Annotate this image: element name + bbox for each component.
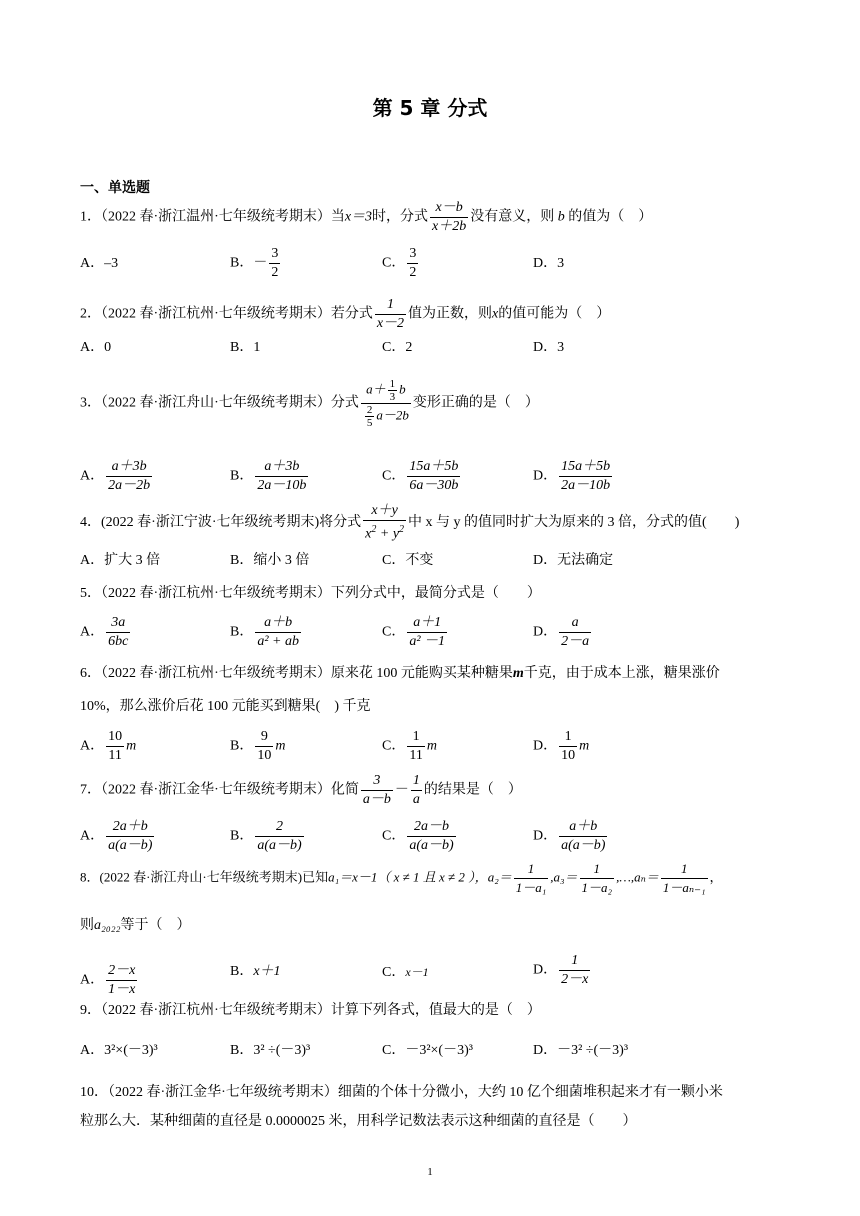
q5-option-c-fraction [407, 614, 447, 651]
question-9: 9．（2022 春·浙江杭州·七年级统考期末）计算下列各式，值最大的是（ ） [80, 1003, 541, 1018]
q6-var: m [512, 666, 524, 681]
q7-option-c-den: a(a－b) [409, 838, 454, 853]
q8-option-d-fraction [559, 952, 590, 989]
question-8 [80, 860, 723, 897]
q5-option-d-fraction [559, 614, 591, 651]
q3-option-d-fraction [559, 458, 612, 495]
q7-minus: － [394, 782, 409, 798]
q3-option-d-num: 15a＋5b [559, 458, 612, 477]
q7-option-d-num: a＋b [559, 818, 607, 837]
q1-option-c-fraction [407, 245, 418, 282]
q8-option-c-text: x－1 [405, 965, 429, 979]
q1-fraction [430, 199, 468, 236]
q5-option-b-num: a＋b [255, 614, 301, 633]
q4-denominator: $x^2 + y^2$ [365, 524, 405, 542]
q3-top-b: b [399, 381, 406, 397]
q1-option-c-den: 2 [409, 265, 417, 280]
q2-fraction [375, 296, 406, 333]
q8-option-a-den: 1－x [108, 982, 136, 997]
q7-f2-den: a [412, 792, 420, 807]
q7-option-a-den: a(a－b) [108, 838, 153, 853]
q5-option-c-den: a² －1 [409, 634, 446, 649]
question-7 [80, 772, 522, 809]
question-6-line-1 [80, 664, 720, 684]
q8-fraction-2 [580, 860, 615, 897]
q5-option-b-fraction [255, 614, 301, 651]
q6-option-d-suffix: m [579, 738, 590, 754]
q8-option-d-num: 1 [559, 952, 590, 971]
q8-line-2-var: a₂₀₂₂ [94, 918, 121, 933]
question-10-line-1: 10．（2022 春·浙江金华·七年级统考期末）细菌的个体十分微小，大约 10 亿个细菌堆积起来才有一颗小米 [80, 1085, 723, 1100]
q7-option-c-num: 2a－b [407, 818, 455, 837]
q6-option-a-den: 11 [108, 748, 122, 763]
q2-option-d[interactable]: D．3 [533, 340, 565, 355]
q8-option-a[interactable] [80, 962, 139, 999]
q7-option-d-den: a(a－b) [561, 838, 606, 853]
question-2 [80, 296, 610, 333]
q3-text-b: 变形正确的是（ ） [412, 395, 539, 411]
q7-f1-den: a－b [362, 792, 391, 807]
q3-bottom-frac-den: 5 [366, 417, 373, 429]
q6-option-b-suffix: m [275, 738, 286, 754]
q6-option-c-num: 1 [407, 728, 424, 747]
q8-option-a-fraction [106, 962, 137, 999]
question-4 [80, 502, 739, 544]
q8-option-b-text: x＋1 [253, 964, 281, 979]
q3-option-c[interactable] [382, 458, 462, 495]
q4-option-d[interactable]: D．无法确定 [533, 553, 614, 568]
q3-option-b[interactable] [230, 458, 310, 495]
q6-option-b[interactable] [230, 728, 285, 765]
q3-top-frac-den: 3 [389, 391, 396, 403]
q7-option-b-den: a(a－b) [257, 838, 302, 853]
q6-option-d-num: 1 [559, 728, 577, 747]
q3-option-a[interactable] [80, 458, 154, 495]
q3-option-a-den: 2a－2b [108, 478, 151, 493]
q1-option-c-num: 3 [407, 245, 418, 264]
q8-f2-num: 1 [580, 860, 615, 879]
q7-option-b[interactable] [230, 818, 306, 855]
q7-option-a-num: 2a＋b [106, 818, 154, 837]
q8-option-c-label: C． [382, 965, 406, 980]
q6-option-c-label: C． [382, 738, 406, 754]
q7-text-a: 7．（2022 春·浙江金华·七年级统考期末）化简 [80, 782, 359, 798]
q2-numerator: 1 [375, 296, 406, 315]
q6-option-d-fraction [559, 728, 577, 765]
q7-option-b-num: 2 [255, 818, 303, 837]
q9-option-c[interactable]: C．－3²×(－3)³ [382, 1043, 473, 1058]
page-title: 第 5 章 分式 [372, 96, 488, 120]
q3-top-a: a＋ [366, 381, 386, 397]
q3-option-c-label: C． [382, 468, 406, 484]
q1-var: b [557, 209, 565, 225]
q7-option-d-label: D． [533, 828, 558, 844]
q2-text-c: 的值可能为（ ） [498, 306, 611, 322]
q4-fraction [363, 502, 406, 544]
q1-text-a: 1．（2022 春·浙江温州·七年级统考期末）当 [80, 209, 345, 225]
q6-option-d-label: D． [533, 738, 558, 754]
q7-option-b-label: B． [230, 828, 254, 844]
q5-option-b-den: a² + ab [257, 634, 299, 649]
q3-option-d-den: 2a－10b [561, 478, 611, 493]
q1-option-b-num: 3 [269, 245, 280, 264]
q6-option-b-num: 9 [255, 728, 273, 747]
q5-option-a[interactable] [80, 614, 132, 651]
q8-line-2b: 等于（ ） [120, 918, 191, 933]
q2-option-b[interactable]: B．1 [230, 340, 261, 355]
q1-option-c[interactable] [382, 245, 420, 282]
q8-a3: ,a₃＝ [550, 869, 578, 885]
q6-option-b-fraction [255, 728, 273, 765]
q8-fraction-1 [514, 860, 549, 897]
q6-line-1b: 千克，由于成本上涨，糖果涨价 [523, 666, 720, 681]
q2-option-a[interactable]: A．0 [80, 340, 112, 355]
q3-top [361, 378, 411, 404]
q4-option-c[interactable]: C．不变 [382, 553, 434, 568]
q4-den-x: x [365, 526, 372, 542]
q2-denominator: x－2 [376, 316, 405, 331]
q5-option-c-label: C． [382, 624, 406, 640]
q8-option-d[interactable] [533, 952, 592, 989]
q6-option-d-den: 10 [561, 748, 576, 763]
q3-bottom [361, 404, 411, 429]
q8-a2: a₂＝ [487, 869, 512, 885]
q3-option-c-num: 15a＋5b [407, 458, 460, 477]
question-6-line-2: 10%，那么涨价后花 100 元能买到糖果( ) 千克 [80, 699, 371, 714]
q8-option-d-den: 2－x [561, 972, 589, 987]
q7-f2-num: 1 [411, 772, 422, 791]
q5-option-a-fraction [106, 614, 130, 651]
q9-option-a[interactable]: A．3²×(－3)³ [80, 1043, 158, 1058]
q8-f2-den: 1－a₂ [581, 880, 613, 895]
q5-option-d-den: 2－a [561, 634, 590, 649]
q4-numerator: x＋y [363, 502, 406, 521]
q3-text-a: 3．（2022 春·浙江舟山·七年级统考期末）分式 [80, 395, 359, 411]
q6-option-c-fraction [407, 728, 424, 765]
q7-option-a-label: A． [80, 828, 105, 844]
q1-option-d[interactable]: D．3 [533, 256, 565, 271]
q1-option-c-label: C． [382, 255, 406, 271]
q8-dots: ,…,aₙ＝ [616, 869, 659, 885]
q6-option-b-den: 10 [257, 748, 272, 763]
q8-fn-den: 1－aₙ₋₁ [662, 880, 706, 895]
q3-option-b-label: B． [230, 468, 254, 484]
question-1 [80, 199, 652, 236]
q9-option-b[interactable]: B．3² ÷(－3)³ [230, 1043, 311, 1058]
q1-denominator: x＋2b [432, 219, 467, 234]
q6-option-a-num: 10 [106, 728, 124, 747]
section-heading: 一、单选题 [80, 180, 150, 196]
q1-text-d: 的值为（ ） [568, 209, 653, 225]
question-10-line-2: 粒那么大．某种细菌的直径是 0.0000025 米，用科学记数法表示这种细菌的直径是（ ） [80, 1114, 637, 1129]
q7-option-d[interactable] [533, 818, 609, 855]
q8-option-d-label: D． [533, 962, 558, 978]
q3-bottom-b: a－2b [376, 407, 409, 423]
q7-option-c-fraction [407, 818, 455, 855]
q2-var: x [492, 306, 499, 322]
q3-option-a-label: A． [80, 468, 105, 484]
page-number: 1 [427, 1166, 433, 1178]
q3-top-frac [388, 378, 398, 403]
q7-option-c-label: C． [382, 828, 406, 844]
q2-text-b: 值为正数，则 [408, 306, 493, 322]
q5-option-a-label: A． [80, 624, 105, 640]
q4-text-a: 4．(2022 春·浙江宁波·七年级统考期末)将分式 [80, 515, 362, 531]
q8-line-2a: 则 [80, 918, 94, 933]
q7-option-a[interactable] [80, 818, 156, 855]
q8-condition: a₁＝x－1（ x ≠ 1 且 x ≠ 2 ）， [328, 869, 488, 885]
q7-f1-num: 3 [361, 772, 393, 791]
q8-option-c[interactable] [382, 962, 429, 983]
q8-option-a-num: 2－x [106, 962, 137, 981]
q5-option-a-num: 3a [106, 614, 130, 633]
q1-option-b-den: 2 [271, 265, 279, 280]
q7-fraction-2 [411, 772, 422, 809]
q7-option-c[interactable] [382, 818, 458, 855]
q7-option-b-fraction [255, 818, 303, 855]
q3-complex-fraction [361, 378, 411, 429]
q8-option-b-label: B． [230, 964, 254, 979]
q5-option-b-label: B． [230, 624, 254, 640]
q6-option-d[interactable] [533, 728, 589, 765]
q3-option-a-num: a＋3b [106, 458, 152, 477]
question-5: 5．（2022 春·浙江杭州·七年级统考期末）下列分式中，最简分式是（ ） [80, 586, 541, 601]
q6-option-c-suffix: m [426, 738, 437, 754]
q5-option-a-den: 6bc [108, 634, 129, 649]
q6-option-c[interactable] [382, 728, 437, 765]
q7-text-b: 的结果是（ ） [423, 782, 522, 798]
q3-option-c-fraction [407, 458, 460, 495]
q4-option-b[interactable]: B．缩小 3 倍 [230, 553, 310, 568]
q5-option-d[interactable] [533, 614, 593, 651]
q7-option-a-fraction [106, 818, 154, 855]
q5-option-c-num: a＋1 [407, 614, 447, 633]
q3-option-a-fraction [106, 458, 152, 495]
q8-text-a: 8．(2022 春·浙江舟山·七年级统考期末)已知 [80, 869, 329, 885]
q1-option-b-fraction [269, 245, 280, 282]
q5-option-b[interactable] [230, 614, 303, 651]
q3-option-d-label: D． [533, 468, 558, 484]
q6-line-1a: 6．（2022 春·浙江杭州·七年级统考期末）原来花 100 元能购买某种糖果 [80, 666, 513, 681]
question-3 [80, 378, 539, 429]
q5-option-d-num: a [559, 614, 591, 633]
q7-fraction-1 [361, 772, 393, 809]
q8-fraction-n [661, 860, 708, 897]
q8-option-b[interactable] [230, 962, 281, 982]
q6-option-a[interactable] [80, 728, 136, 765]
q6-option-a-fraction [106, 728, 124, 765]
q1-text-b: 时，分式 [372, 209, 429, 225]
q4-text-b: 中 x 与 y 的值同时扩大为原来的 3 倍，分式的值( ) [408, 515, 740, 531]
q8-fn-num: 1 [661, 860, 708, 879]
q7-option-d-fraction [559, 818, 607, 855]
q8-f1-num: 1 [514, 860, 549, 879]
q3-option-d[interactable] [533, 458, 614, 495]
q4-den-y: y [392, 526, 400, 542]
q6-option-a-label: A． [80, 738, 105, 754]
q3-option-b-num: a＋3b [255, 458, 308, 477]
q2-option-c[interactable]: C．2 [382, 340, 413, 355]
q1-option-a[interactable]: A．–3 [80, 256, 119, 271]
q1-option-b-sign: － [253, 255, 268, 271]
q2-text-a: 2．（2022 春·浙江杭州·七年级统考期末）若分式 [80, 306, 373, 322]
q3-option-b-den: 2a－10b [257, 478, 307, 493]
q5-option-d-label: D． [533, 624, 558, 640]
q8-end: ， [709, 869, 723, 885]
q5-option-c[interactable] [382, 614, 449, 651]
q6-option-a-suffix: m [126, 738, 137, 754]
q6-option-c-den: 11 [409, 748, 423, 763]
q1-option-b-label: B． [230, 255, 254, 271]
q1-option-b[interactable] [230, 245, 282, 282]
q3-top-frac-num: 1 [389, 378, 396, 390]
q3-bottom-frac-num: 2 [366, 404, 373, 416]
q1-condition: x＝3 [344, 209, 373, 225]
q3-option-c-den: 6a－30b [409, 478, 459, 493]
q4-option-a[interactable]: A．扩大 3 倍 [80, 553, 161, 568]
q8-f1-den: 1－a₁ [515, 880, 547, 895]
q3-bottom-frac [365, 404, 375, 429]
q6-option-b-label: B． [230, 738, 254, 754]
q3-option-b-fraction [255, 458, 308, 495]
q1-numerator: x－b [430, 199, 468, 218]
q8-option-a-label: A． [80, 972, 105, 988]
q9-option-d[interactable]: D．－3² ÷(－3)³ [533, 1043, 629, 1058]
question-8-line-2 [80, 916, 190, 936]
q1-text-c: 没有意义，则 [470, 209, 555, 225]
